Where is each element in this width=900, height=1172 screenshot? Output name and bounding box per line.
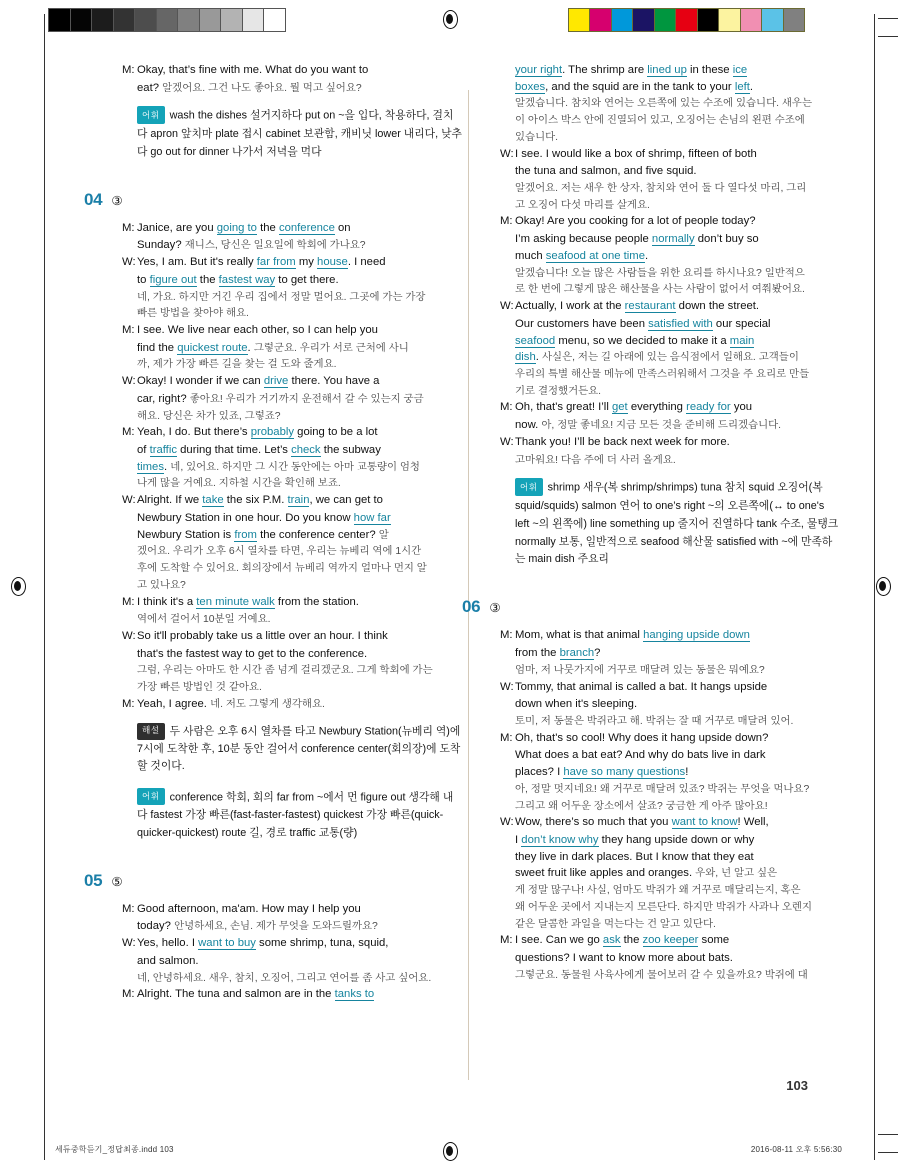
calibration-swatch — [114, 9, 136, 31]
speaker-label: M: — [122, 595, 135, 608]
left-column — [84, 62, 462, 1017]
dialog-text: 고 있나요? — [137, 579, 186, 591]
dialog-text: Yeah, I agree. 네. 저도 그렇게 생각해요. — [137, 697, 325, 710]
dialog-line — [122, 373, 462, 390]
question-number: 04 — [84, 189, 103, 209]
calibration-swatch — [655, 9, 677, 31]
speaker-label: M: — [500, 934, 513, 947]
dialog-text: Janice, are you going to the conference on — [137, 221, 351, 234]
dialog-text: 가장 빠른 방법인 것 같아요. — [137, 682, 262, 694]
dialog-line — [500, 434, 840, 451]
dialog-text: 네, 가요. 하지만 거긴 우리 집에서 정말 멀어요. 그곳에 가는 가장 — [137, 291, 426, 303]
dialog-text: 같은 달콤한 과일을 먹는다는 건 알고 있단다. — [515, 918, 716, 930]
dialog-text: I think it's a ten minute walk from the station. — [137, 595, 359, 608]
dialog-text: down when it's sleeping. — [515, 698, 638, 711]
dialog-text: dish. 사실은, 저는 길 아래에 있는 음식점에서 일해요. 고객들이 — [515, 351, 799, 364]
dialog-text: 그렇군요. 동물원 사육사에게 물어보러 갈 수 있을까요? 박쥐에 대 — [515, 969, 808, 981]
dialog-q04 — [122, 220, 462, 713]
dialog-line — [500, 730, 840, 747]
dialog-text: Yes, hello. I want to buy some shrimp, tuna, squid, — [137, 937, 389, 950]
dialog-text: and salmon. — [137, 954, 199, 967]
dialog-line — [122, 220, 462, 237]
speaker-label: W: — [500, 680, 514, 693]
dialog-text: Thank you! I’ll be back next week for more. — [515, 435, 730, 448]
column-divider — [468, 90, 469, 1080]
speaker-label: W: — [500, 435, 514, 448]
speaker-label: W: — [122, 494, 136, 507]
dialog-text: 로 한 번에 그렇게 많은 해산물을 사는 사람이 없어서 여쭤봤어요. — [515, 284, 805, 296]
explanation-text: 두 사람은 오후 6시 열차를 타고 Newbury Station(뉴베리 역)에 7시에 도착한 후, 10분 동안 걸어서 conference center(회의장)에 도착할 것이다. — [137, 725, 461, 773]
color-calibration-strip — [568, 8, 806, 32]
vocab-tag-icon: 어휘 — [137, 106, 165, 124]
question-answer: ③ — [489, 601, 501, 616]
dialog-text: 해요. 당신은 차가 있죠, 그렇죠? — [137, 410, 281, 422]
dialog-text: I see. Can we go ask the zoo keeper some — [515, 934, 730, 947]
dialog-text: eat? 알겠어요. 그건 나도 좋아요. 뭘 먹고 싶어요? — [137, 81, 362, 94]
dialog-text: 알겠습니다! 오늘 많은 사람들을 위한 요리를 하시나요? 일반적으 — [515, 267, 805, 279]
speaker-label: W: — [500, 816, 514, 829]
dialog-text: Our customers have been satisfied with our special — [515, 317, 771, 330]
dialog-text: 알겠습니다. 참치와 연어는 오른쪽에 있는 수조에 있습니다. 새우는 — [515, 98, 812, 110]
dialog-text: of traffic during that time. Let’s check the subway — [137, 444, 381, 457]
question-answer: ⑤ — [111, 874, 123, 889]
dialog-text: questions? I want to know more about bats. — [515, 952, 733, 965]
calibration-swatch — [178, 9, 200, 31]
explanation-tag-icon: 해설 — [137, 723, 165, 740]
speaker-label: M: — [500, 731, 513, 744]
dialog-text: 이 아이스 박스 안에 진열되어 있고, 오징어는 손님의 왼편 수조에 — [515, 115, 805, 127]
speaker-label: W: — [122, 629, 136, 642]
speaker-label: M: — [500, 629, 513, 642]
vocab-text: wash the dishes 설거지하다 put on ~을 입다, 착용하다, 걸치다 apron 앞치마 plate 접시 cabinet 보관함, 캐비닛 lower 내리다, 낮추다 go out for dinner 나가서 저녁을 먹다 — [137, 109, 462, 158]
calibration-swatch — [157, 9, 179, 31]
calibration-swatch — [71, 9, 93, 31]
speaker-label: M: — [122, 988, 135, 1001]
calibration-swatch — [612, 9, 634, 31]
dialog-text: Sunday? 재니스, 당신은 일요일에 학회에 가나요? — [137, 239, 366, 252]
footer-filename: 세듀중학듣기_정답최종.indd 103 — [55, 1145, 174, 1154]
calibration-swatch — [221, 9, 243, 31]
speaker-label: W: — [122, 256, 136, 269]
footer-timestamp: 2016-08-11 오후 5:56:30 — [750, 1145, 842, 1154]
dialog-line — [500, 298, 840, 315]
speaker-label: M: — [500, 215, 513, 228]
calibration-swatch — [698, 9, 720, 31]
dialog-text: 빠른 방법을 찾아야 해요. — [137, 308, 249, 320]
trim-mark-bottom-right — [878, 1134, 898, 1135]
question-04 — [84, 189, 462, 843]
dialog-line — [500, 213, 840, 230]
speaker-label: M: — [122, 426, 135, 439]
dialog-line — [122, 696, 462, 713]
dialog-line — [500, 679, 840, 696]
dialog-text: 아, 정말 멋지네요! 왜 거꾸로 매달려 있죠? 박쥐는 무엇을 먹나요? — [515, 783, 810, 795]
calibration-swatch — [264, 9, 285, 31]
dialog-text: boxes, and the squid are in the tank to your left. — [515, 80, 754, 93]
dialog-text: Oh, that's great! I’ll get everything ready for you — [515, 401, 753, 414]
calibration-swatch — [633, 9, 655, 31]
dialog-line — [122, 254, 462, 271]
vocab-tag-icon: 어휘 — [515, 478, 543, 496]
dialog-line — [122, 62, 462, 79]
speaker-label: W: — [122, 375, 136, 388]
speaker-label: M: — [122, 697, 135, 710]
vocab-text: shrimp 새우(복 shrimp/shrimps) tuna 참치 squid 오징어(복 squid/squids) salmon 연어 to one’s right ~의 오른쪽에(↔ to one's left ~의 왼쪽에) line something up 줄지어 진열하다 tank 수조, 물탱크 normally 보통, 일반적으로 seafood 해산물 satisfied with ~에 만족하는 main dish 주요리 — [515, 481, 839, 566]
speaker-label: W: — [500, 147, 514, 160]
dialog-text: to figure out the fastest way to get there. — [137, 273, 339, 286]
dialog-text: What does a bat eat? And why do bats live in dark — [515, 749, 766, 762]
calibration-swatch — [676, 9, 698, 31]
dialog-text: Tommy, that animal is called a bat. It hangs upside — [515, 680, 768, 693]
speaker-label: W: — [122, 937, 136, 950]
calibration-swatch — [784, 9, 805, 31]
dialog-line — [122, 901, 462, 918]
vocab-note-q05 — [515, 478, 840, 569]
dialog-line — [122, 986, 462, 1003]
registration-mark-top — [440, 8, 460, 30]
dialog-text: Wow, there’s so much that you want to know! Well, — [515, 816, 769, 829]
dialog-text: 우리의 특별 해산물 메뉴에 만족스러워해서 그것을 주 요리로 만들 — [515, 368, 810, 380]
dialog-text: 후에 도착할 수 있어요. 회의장에서 뉴베리 역까지 얼마나 먼지 알 — [137, 563, 427, 575]
calibration-swatch — [762, 9, 784, 31]
question-03-tail — [122, 62, 462, 162]
dialog-text: find the quickest route. 그렇군요. 우리가 서로 근처에 사니 — [137, 341, 409, 354]
question-answer: ③ — [111, 193, 123, 208]
dialog-text: they live in dark places. But I know that they eat — [515, 850, 754, 863]
dialog-text: sweet fruit like apples and oranges. 우와, 넌 알고 싶은 — [515, 867, 778, 880]
calibration-swatch — [92, 9, 114, 31]
dialog-q05-continued — [500, 62, 840, 468]
dialog-text: places? I have so many questions! — [515, 766, 689, 779]
dialog-line — [122, 628, 462, 645]
dialog-text: I see. We live near each other, so I can help you — [137, 324, 378, 337]
dialog-text: times. 네, 있어요. 하지만 그 시간 동안에는 아마 교통량이 엄청 — [137, 460, 420, 473]
dialog-text: Okay! Are you cooking for a lot of people today? — [515, 215, 756, 228]
question-05-header — [84, 871, 462, 891]
dialog-text: Actually, I work at the restaurant down the street. — [515, 300, 760, 313]
trim-mark-upper-right — [878, 36, 898, 37]
dialog-text: that's the fastest way to get to the conference. — [137, 647, 368, 660]
speaker-label: M: — [122, 64, 135, 76]
dialog-text: Yeah, I do. But there’s probably going to be a lot — [137, 426, 378, 439]
dialog-text: Oh, that's so cool! Why does it hang upside down? — [515, 731, 769, 744]
dialog-text: Newbury Station is from the conference center? 알 — [137, 528, 389, 541]
calibration-swatch — [49, 9, 71, 31]
dialog-text: Yes, I am. But it's really far from my house. I need — [137, 256, 386, 269]
dialog-text: from the branch? — [515, 647, 601, 660]
calibration-swatch — [590, 9, 612, 31]
dialog-text: 네, 안녕하세요. 새우, 참치, 오징어, 그리고 연어를 좀 사고 싶어요. — [137, 972, 432, 984]
dialog-text: car, right? 좋아요! 우리가 거기까지 운전해서 갈 수 있는지 궁금 — [137, 392, 424, 405]
question-number: 05 — [84, 870, 103, 890]
dialog-text: 고마워요! 다음 주에 더 사러 올게요. — [515, 454, 676, 466]
dialog-text: I see. I would like a box of shrimp, fifteen of both — [515, 147, 757, 160]
dialog-line — [122, 322, 462, 339]
calibration-swatch — [135, 9, 157, 31]
speaker-label: M: — [122, 324, 135, 337]
calibration-swatch — [719, 9, 741, 31]
dialog-line — [500, 146, 840, 163]
calibration-swatch — [741, 9, 763, 31]
dialog-text: 왜 어두운 곳에서 지내는지 모른단다. 하지만 박쥐가 사과나 오렌지 — [515, 901, 812, 913]
vocab-tag-icon: 어휘 — [137, 788, 165, 806]
print-footer — [0, 1144, 900, 1164]
grayscale-calibration-strip — [48, 8, 286, 32]
dialog-text: your right. The shrimp are lined up in these ice — [515, 64, 748, 76]
vocab-text: conference 학회, 회의 far from ~에서 먼 figure out 생각해 내다 fastest 가장 빠른(fast-faster-fastest) quickest 가장 빠른(quick-quicker-quickest) route 길, 경로 traffic 교통(량) — [137, 791, 454, 839]
dialog-text: seafood menu, so we decided to make it a main — [515, 334, 755, 347]
calibration-swatch — [200, 9, 222, 31]
question-04-header — [84, 190, 462, 210]
question-06 — [462, 597, 840, 983]
dialog-q03-tail — [122, 62, 462, 96]
dialog-line — [122, 424, 462, 441]
dialog-text: 토미, 저 동물은 박쥐라고 해. 박쥐는 잘 때 거꾸로 매달려 있어. — [515, 715, 794, 727]
page-number: 103 — [786, 1078, 808, 1093]
dialog-text: 기로 결정했거든요. — [515, 385, 602, 397]
question-number: 06 — [462, 597, 481, 617]
dialog-text: Alright. If we take the six P.M. train, we can get to — [137, 494, 383, 507]
dialog-text: Good afternoon, ma'am. How may I help you — [137, 902, 361, 915]
dialog-q05 — [122, 901, 462, 1003]
question-06-header — [462, 597, 840, 617]
dialog-line — [122, 492, 462, 509]
dialog-text: So it'll probably take us a little over an hour. I think — [137, 629, 388, 642]
dialog-text: Mom, what is that animal hanging upside down — [515, 629, 750, 642]
dialog-text: 역에서 걸어서 10분일 거예요. — [137, 614, 271, 626]
dialog-line — [500, 932, 840, 949]
calibration-swatch — [243, 9, 265, 31]
right-column — [462, 62, 840, 997]
dialog-text: 고 오징어 다섯 마리를 살게요. — [515, 199, 650, 211]
calibration-swatch — [569, 9, 591, 31]
dialog-text: Okay, that’s fine with me. What do you want to — [137, 64, 369, 76]
vocab-note-q04 — [137, 788, 462, 843]
question-05-continued — [500, 62, 840, 569]
speaker-label: M: — [500, 401, 513, 414]
speaker-label: M: — [122, 902, 135, 915]
vocab-note-q03 — [137, 106, 462, 161]
dialog-text: the tuna and salmon, and five squid. — [515, 165, 697, 178]
dialog-text: Okay! I wonder if we can drive there. You have a — [137, 375, 380, 388]
dialog-line — [122, 935, 462, 952]
dialog-text: Alright. The tuna and salmon are in the tanks to — [137, 988, 375, 1001]
dialog-line — [500, 399, 840, 416]
dialog-text: 그럼, 우리는 아마도 한 시간 좀 넘게 걸리겠군요. 그게 학회에 가는 — [137, 665, 433, 677]
dialog-text: now. 아, 정말 좋네요! 지금 모든 것을 준비해 드리겠습니다. — [515, 419, 782, 432]
dialog-text: 있습니다. — [515, 131, 559, 143]
dialog-line — [500, 814, 840, 831]
dialog-text: I don’t know why they hang upside down or why — [515, 833, 755, 846]
dialog-text: 그리고 왜 어두운 장소에서 살죠? 궁금한 게 아주 많아요! — [515, 800, 768, 812]
dialog-text: Newbury Station in one hour. Do you know how far — [137, 511, 391, 524]
dialog-line — [122, 594, 462, 611]
dialog-text: 겠어요. 우리가 오후 6시 열차를 타면, 우리는 뉴베리 역에 1시간 — [137, 546, 422, 558]
dialog-text: 게 정말 많구나! 사실, 엄마도 박쥐가 왜 거꾸로 매달리는지, 혹은 — [515, 885, 801, 897]
dialog-text: 알겠어요. 저는 새우 한 상자, 참치와 연어 둘 다 열다섯 마리, 그리 — [515, 183, 807, 195]
explanation-note-q04 — [137, 723, 462, 776]
trim-mark-top-right — [878, 18, 898, 19]
dialog-text: 나게 많을 거예요. 지하철 시간을 확인해 보죠. — [137, 478, 341, 490]
dialog-line — [500, 627, 840, 644]
dialog-text: today? 안녕하세요, 손님. 제가 무엇을 도와드릴까요? — [137, 920, 378, 933]
dialog-text: 엄마, 저 나뭇가지에 거꾸로 매달려 있는 동물은 뭐예요? — [515, 664, 765, 676]
speaker-label: M: — [122, 221, 135, 234]
dialog-text: 까, 제가 가장 빠른 길을 찾는 걸 도와 줄게요. — [137, 359, 337, 371]
speaker-label: W: — [500, 300, 514, 313]
page-content — [0, 62, 900, 1102]
question-05 — [84, 870, 462, 1003]
dialog-text: much seafood at one time. — [515, 249, 649, 262]
dialog-q06 — [500, 627, 840, 983]
dialog-text: I’m asking because people normally don’t buy so — [515, 233, 759, 246]
